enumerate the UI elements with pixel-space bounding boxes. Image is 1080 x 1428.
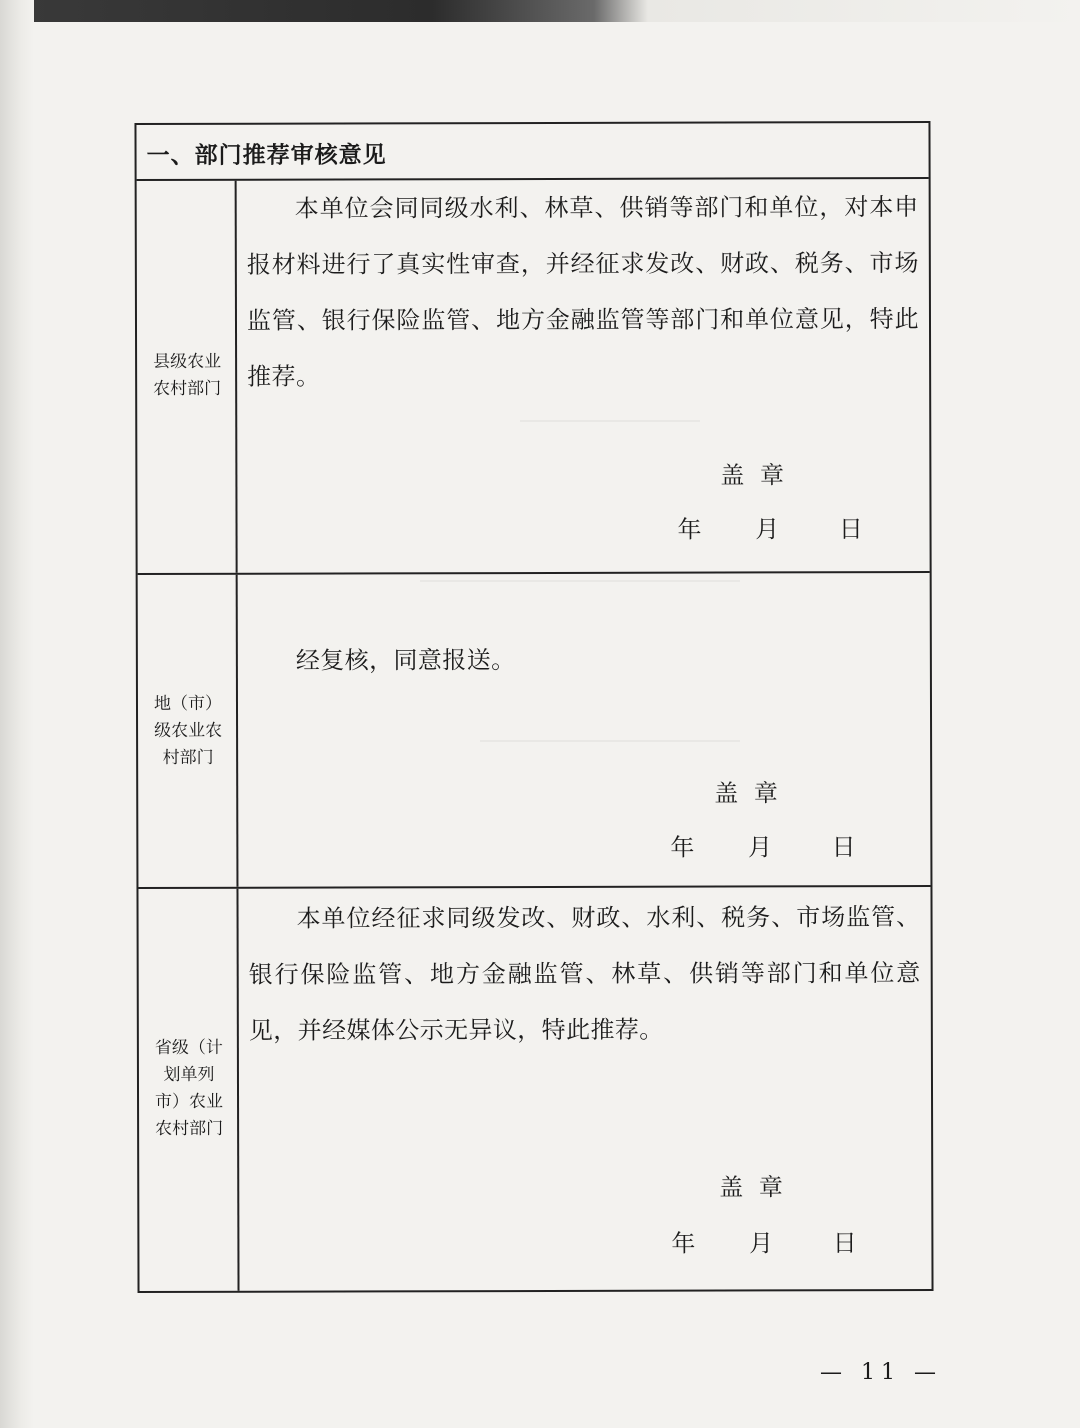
row-label: [148, 691, 228, 772]
seal-label: 盖 章: [719, 1173, 787, 1202]
row-label-line: 划单列: [163, 1064, 215, 1085]
date-year: 年: [671, 1229, 696, 1258]
date-line: [670, 827, 855, 862]
recommendation-form-table: [134, 121, 933, 1293]
page-number: — 11 —: [820, 1360, 942, 1385]
row-label-line: 省级（计: [154, 1037, 223, 1058]
row-label: [147, 349, 227, 403]
row-label-line: 县级农业: [153, 351, 222, 372]
date-day: 日: [838, 515, 863, 544]
date-year: 年: [670, 833, 695, 862]
scan-top-shadow: [0, 0, 1080, 22]
row-label-cell: [137, 181, 238, 573]
prefecture-level-row: [138, 573, 931, 889]
opinion-cell: [238, 887, 931, 1291]
section-title: 一、部门推荐审核意见: [146, 141, 387, 170]
date-line: [677, 509, 862, 544]
date-month: 月: [749, 1229, 774, 1258]
date-month: 月: [747, 833, 773, 862]
county-level-row: [137, 179, 930, 575]
date-year: 年: [677, 515, 702, 544]
seal-label: 盖 章: [714, 779, 782, 808]
opinion-cell: [237, 179, 930, 573]
date-day: 日: [832, 1229, 857, 1258]
row-label-line: 级农业农: [154, 720, 223, 741]
seal-label: 盖 章: [720, 461, 789, 490]
scan-left-edge: [0, 0, 34, 1428]
opinion-text: 本单位会同同级水利、林草、供销等部门和单位，对本申报材料进行了真实性审查，并经征求发改、财政、税务、市场监管、银行保险监管、地方金融监管等部门和单位意见，特此推荐。: [246, 192, 920, 391]
provincial-level-row: [138, 887, 931, 1291]
opinion-text: 本单位经征求同级发改、财政、水利、税务、市场监管、银行保险监管、地方金融监管、林草、供销等部门和单位意见，并经媒体公示无异议，特此推荐。: [248, 902, 921, 1045]
opinion-text: 经复核，同意报送。: [295, 646, 516, 675]
date-month: 月: [755, 515, 780, 544]
date-day: 日: [831, 833, 856, 862]
date-line: [671, 1223, 856, 1258]
row-label-line: 农村部门: [155, 1118, 224, 1139]
row-label-cell: [138, 889, 239, 1291]
opinion-cell: [238, 573, 931, 887]
row-label-line: 农村部门: [153, 378, 222, 399]
row-label-line: 村部门: [162, 747, 214, 768]
section-header: [136, 123, 928, 181]
row-label-cell: [138, 575, 239, 887]
row-label-line: 市）农业: [155, 1091, 224, 1112]
row-label-line: 地（市）: [153, 693, 223, 714]
row-label: [149, 1035, 229, 1143]
